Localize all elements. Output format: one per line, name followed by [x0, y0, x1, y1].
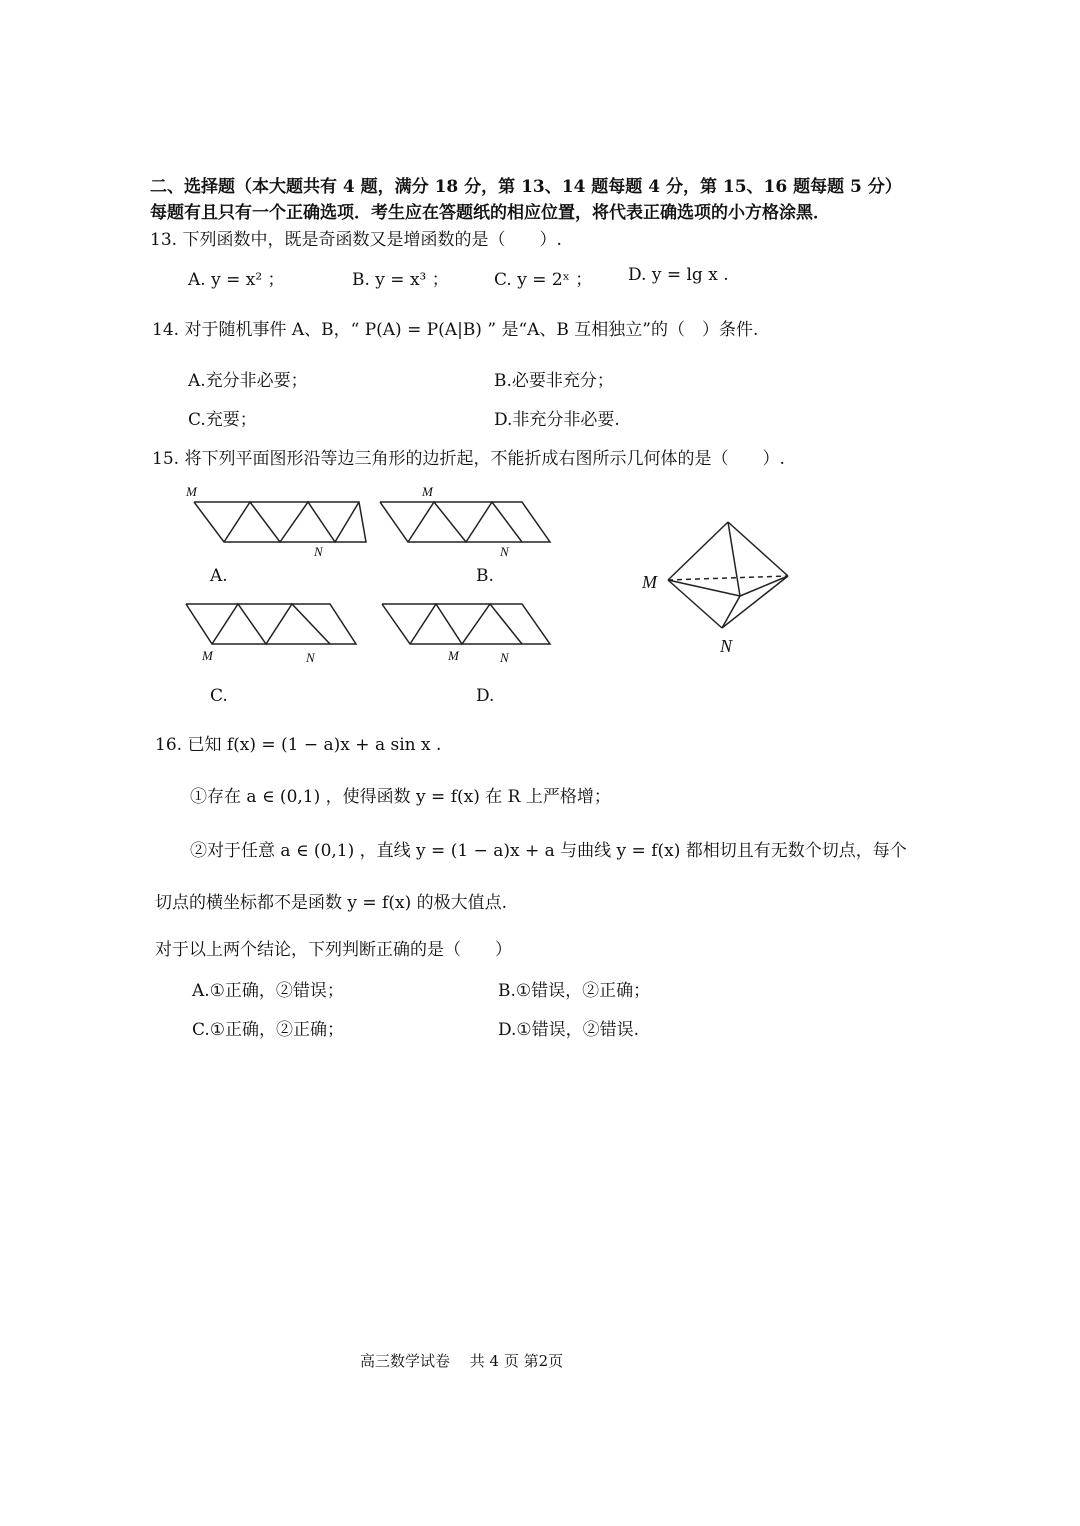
q16-option-c: C.①正确，②正确；: [192, 1020, 345, 1040]
q13-option-b: B. y = x³ ；: [352, 270, 449, 290]
net-figure-c: [180, 600, 380, 670]
q15-option-b-label: B.: [476, 566, 494, 586]
q16-option-a: A.①正确，②错误；: [192, 981, 344, 1001]
net-a-label-m: M: [186, 484, 197, 499]
q13-option-a: A. y = x² ；: [188, 270, 285, 290]
net-c-label-n: N: [306, 650, 315, 665]
octahedron-label-m: M: [642, 572, 657, 592]
net-b-label-m: M: [422, 484, 433, 499]
q16-option-d: D.①错误，②错误.: [498, 1020, 640, 1040]
net-figure-a: [180, 482, 380, 562]
q13-option-c: C. y = 2ˣ ；: [494, 270, 593, 290]
net-figure-d: [376, 600, 576, 670]
q14-option-b: B.必要非充分；: [494, 371, 614, 391]
net-figure-b: [372, 482, 572, 562]
net-b-label-n: N: [500, 544, 509, 559]
q16-stem: 16. 已知 f(x) = (1 − a)x + a sin x .: [155, 735, 442, 755]
q14-option-c: C.充要；: [188, 410, 257, 430]
q13-stem: 13. 下列函数中，既是奇函数又是增函数的是（ ）.: [150, 230, 562, 250]
octahedron-figure: [636, 516, 806, 666]
q14-stem: 14. 对于随机事件 A、B，“ P(A) = P(A|B) ” 是“A、B 互相独立”的（ ）条件.: [152, 320, 759, 340]
octahedron-label-n: N: [720, 636, 733, 656]
q16-statement-1: ①存在 a ∈ (0,1) ，使得函数 y = f(x) 在 R 上严格增；: [190, 787, 611, 807]
page-footer: 高三数学试卷 共 4 页 第2页: [360, 1352, 564, 1370]
q16-statement-2-line-1: ②对于任意 a ∈ (0,1) ，直线 y = (1 − a)x + a 与曲线 y = f(x) 都相切且有无数个切点，每个: [190, 841, 907, 861]
net-d-label-m: M: [448, 648, 459, 663]
q16-question: 对于以上两个结论，下列判断正确的是（ ）: [155, 940, 512, 960]
q14-option-a: A.充分非必要；: [188, 371, 308, 391]
q13-option-d: D. y = lg x .: [628, 265, 729, 285]
q15-option-a-label: A.: [210, 566, 228, 586]
q15-option-c-label: C.: [210, 686, 228, 706]
section-instruction: 每题有且只有一个正确选项．考生应在答题纸的相应位置，将代表正确选项的小方格涂黑．: [150, 203, 830, 223]
q15-stem: 15. 将下列平面图形沿等边三角形的边折起，不能折成右图所示几何体的是（ ）.: [152, 449, 785, 469]
net-a-label-n: N: [314, 544, 323, 559]
q16-option-b: B.①错误，②正确；: [498, 981, 651, 1001]
net-c-label-m: M: [202, 648, 213, 663]
q14-option-d: D.非充分非必要.: [494, 410, 620, 430]
net-d-label-n: N: [500, 650, 509, 665]
q15-option-d-label: D.: [476, 686, 495, 706]
q16-statement-2-line-2: 切点的横坐标都不是函数 y = f(x) 的极大值点.: [155, 893, 508, 913]
section-heading: 二、选择题（本大题共有 4 题，满分 18 分，第 13、14 题每题 4 分，第 15、16 题每题 5 分）: [150, 177, 902, 197]
